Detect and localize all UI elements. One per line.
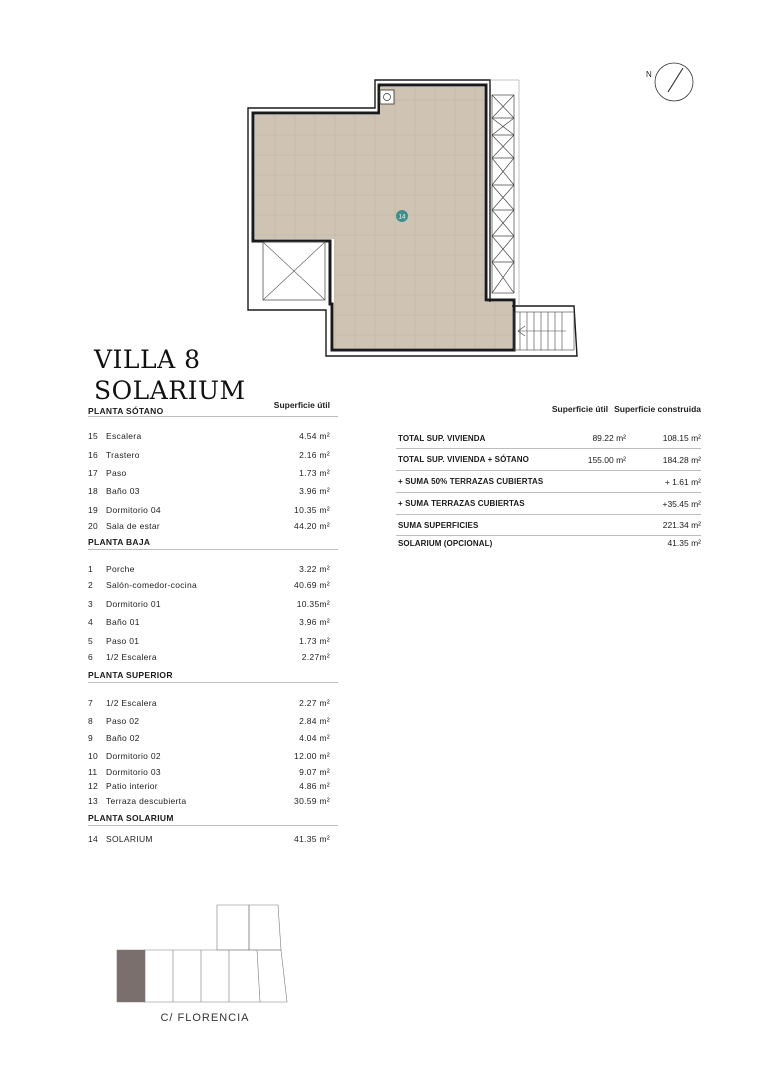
totals-row: TOTAL SUP. VIVIENDA + SÓTANO 155.00 m² 184.28 m² bbox=[396, 449, 701, 471]
table-row: 14 SOLARIUM 41.35 m² bbox=[88, 834, 330, 845]
site-plot-upper-1 bbox=[217, 905, 249, 950]
table-row: 12 Patio interior 4.86 m² bbox=[88, 781, 330, 792]
column-header-construida: Superficie construida bbox=[614, 404, 701, 414]
chimney bbox=[380, 90, 394, 104]
table-row: 20 Sala de estar 44.20 m² bbox=[88, 520, 330, 531]
table-row: 3 Dormitorio 01 10.35m² bbox=[88, 598, 330, 609]
totals-row: + SUMA 50% TERRAZAS CUBIERTAS + 1.61 m² bbox=[396, 471, 701, 493]
column-header-util: Superficie útil bbox=[273, 400, 330, 410]
site-map bbox=[100, 900, 300, 1008]
totals-row: TOTAL SUP. VIVIENDA 89.22 m² 108.15 m² bbox=[396, 428, 701, 449]
table-row: 18 Baño 03 3.96 m² bbox=[88, 486, 330, 497]
table-row: 17 Paso 1.73 m² bbox=[88, 467, 330, 478]
totals-row: SOLARIUM (OPCIONAL) 41.35 m² bbox=[398, 538, 701, 548]
floor-plan bbox=[0, 0, 768, 360]
room-marker-14-label: 14 bbox=[398, 214, 406, 221]
totals-header bbox=[396, 404, 701, 414]
section-sotano-header bbox=[88, 400, 338, 417]
section-solarium-header bbox=[88, 813, 338, 826]
table-row: 9 Baño 02 4.04 m² bbox=[88, 733, 330, 744]
column-header-util: Superficie útil bbox=[551, 404, 609, 414]
table-row: 2 Salón-comedor-cocina 40.69 m² bbox=[88, 580, 330, 591]
totals-table bbox=[396, 404, 701, 550]
totals-row: + SUMA TERRAZAS CUBIERTAS +35.45 m² bbox=[396, 493, 701, 515]
railing-panels bbox=[492, 95, 514, 293]
street-label: C/ FLORENCIA bbox=[160, 1012, 250, 1024]
table-row: 16 Trastero 2.16 m² bbox=[88, 449, 330, 460]
section-superior-header bbox=[88, 670, 338, 683]
title-line-1: VILLA 8 bbox=[94, 345, 201, 374]
table-row: 13 Terraza descubierta 30.59 m² bbox=[88, 796, 330, 807]
section-title: PLANTA SÓTANO bbox=[88, 406, 164, 416]
section-title: PLANTA SUPERIOR bbox=[88, 669, 173, 680]
section-title: PLANTA SOLARIUM bbox=[88, 813, 174, 824]
totals-row: SUMA SUPERFICIES 221.34 m² bbox=[396, 515, 701, 536]
table-row: 7 1/2 Escalera 2.27 m² bbox=[88, 698, 330, 709]
table-row: 19 Dormitorio 04 10.35 m² bbox=[88, 504, 330, 515]
site-plot-villa-8 bbox=[117, 950, 145, 1002]
site-plot-upper-2 bbox=[249, 905, 281, 950]
table-row: 11 Dormitorio 03 9.07 m² bbox=[88, 767, 330, 778]
section-baja-header bbox=[88, 537, 338, 550]
rooms-table bbox=[88, 400, 338, 846]
table-row: 15 Escalera 4.54 m² bbox=[88, 431, 330, 442]
north-label: N bbox=[646, 70, 652, 79]
table-row: 5 Paso 01 1.73 m² bbox=[88, 635, 330, 646]
table-row: 8 Paso 02 2.84 m² bbox=[88, 715, 330, 726]
page-title bbox=[94, 344, 246, 406]
title-line-2: SOLARIUM bbox=[94, 376, 246, 405]
table-row: 6 1/2 Escalera 2.27m² bbox=[88, 651, 330, 662]
section-title: PLANTA BAJA bbox=[88, 536, 151, 547]
table-row: 4 Baño 01 3.96 m² bbox=[88, 617, 330, 628]
table-row: 10 Dormitorio 02 12.00 m² bbox=[88, 751, 330, 762]
table-row: 1 Porche 3.22 m² bbox=[88, 564, 330, 575]
